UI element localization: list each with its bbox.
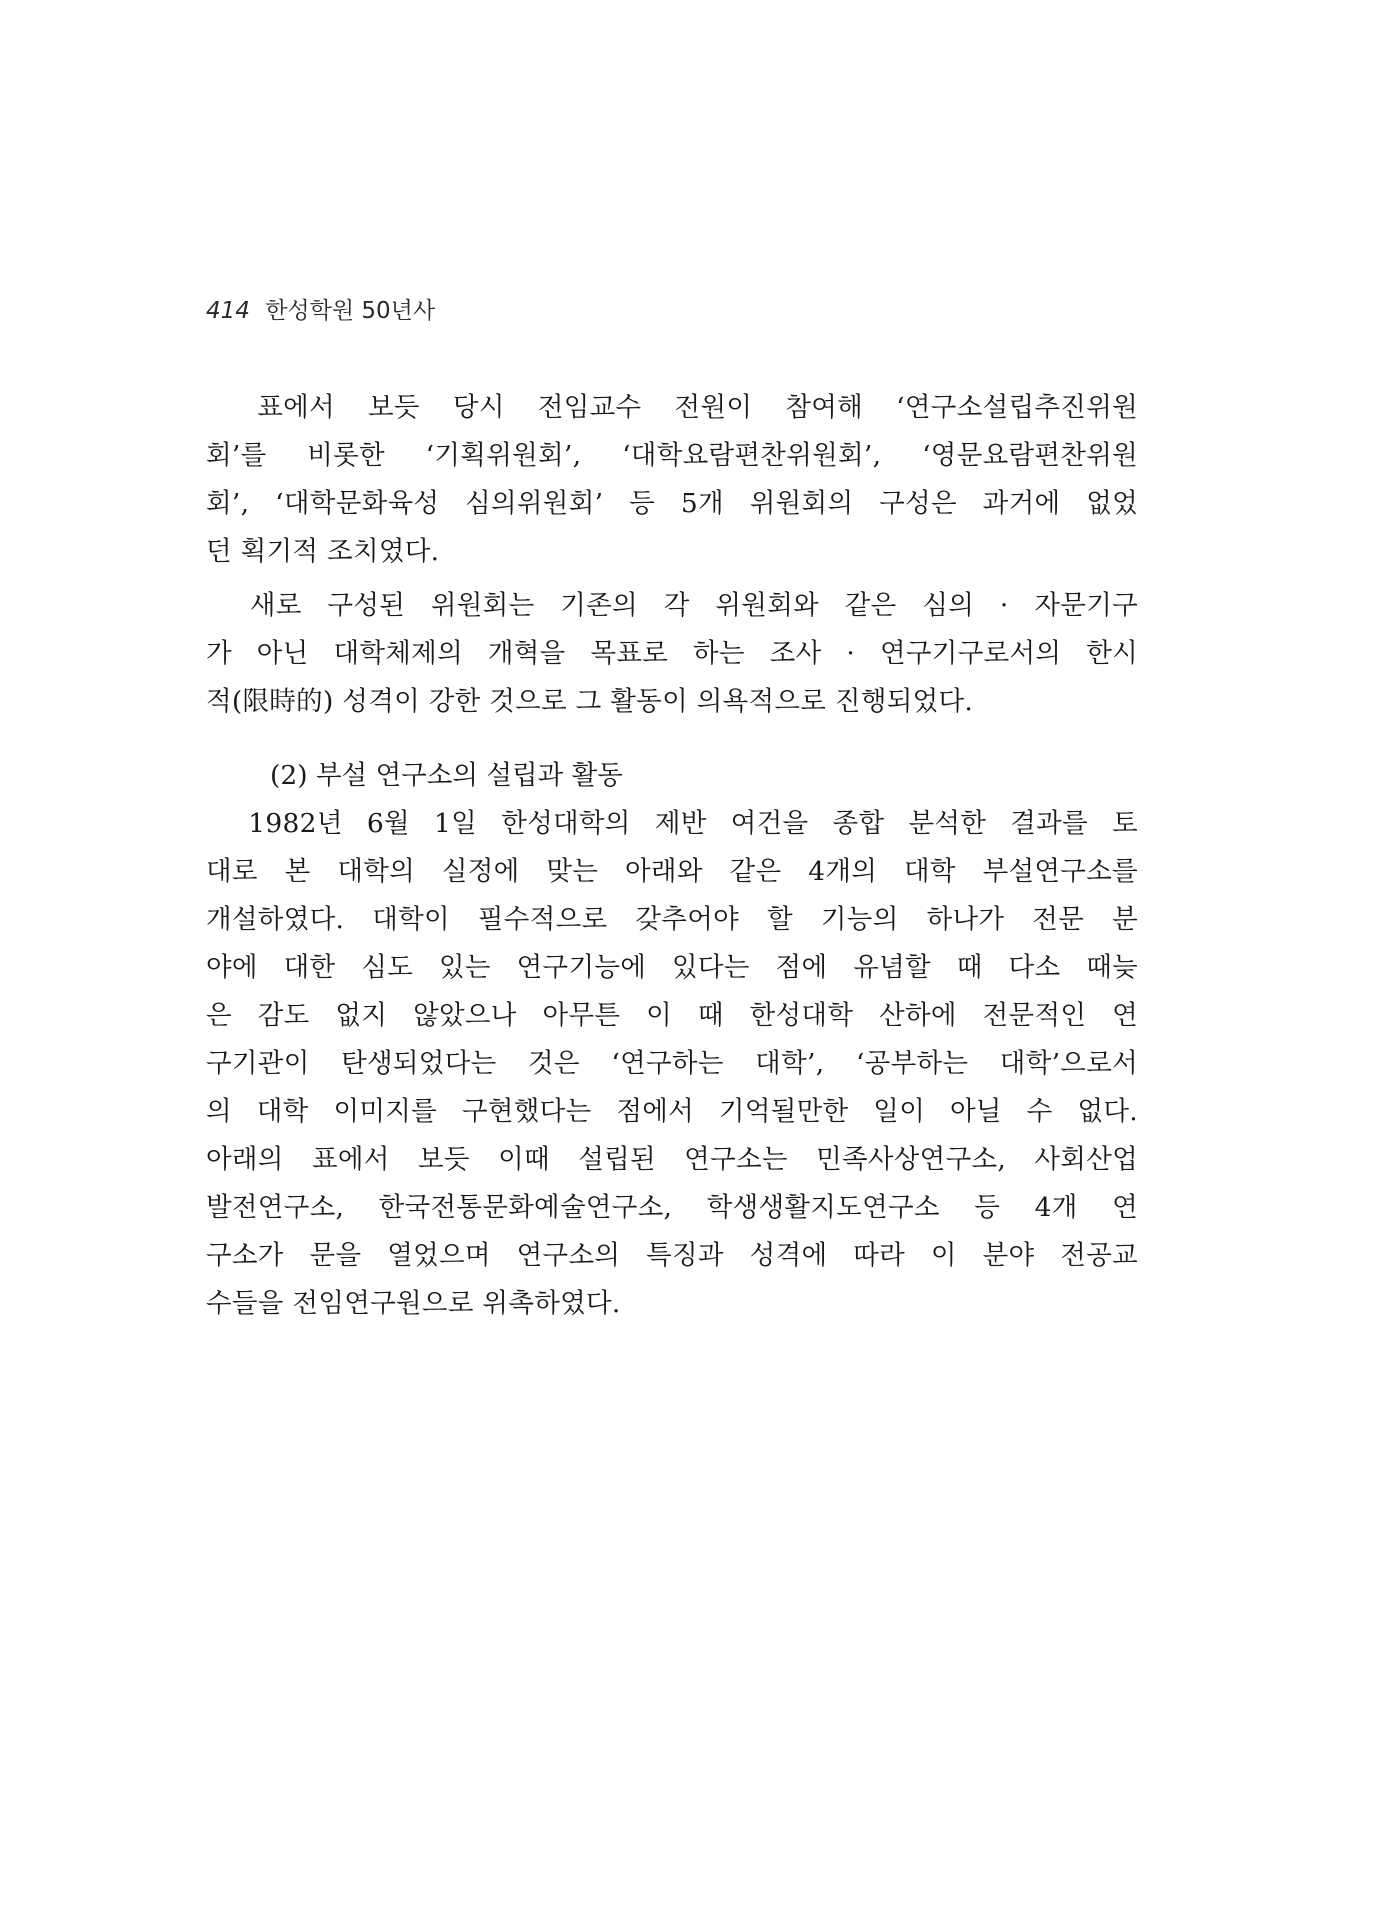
text-line: 회’, ‘대학문화육성 심의위원회’ 등 5개 위원회의 구성은 과거에 없었 [206,488,1138,519]
text-line: 표에서 보듯 당시 전임교수 전원이 참여해 ‘연구소설립추진위원 [206,392,1138,423]
text-line: 적(限時的) 성격이 강한 것으로 그 활동이 의욕적으로 진행되었다. [206,686,974,717]
book-title: 한성학원 50년사 [265,298,436,324]
text-line: 대로 본 대학의 실정에 맞는 아래와 같은 4개의 대학 부설연구소를 [206,856,1138,887]
text-line: 회’를 비롯한 ‘기획위원회’, ‘대학요람편찬위원회’, ‘영문요람편찬위원 [206,440,1138,471]
paragraph-new-committees [206,582,1138,726]
paragraph-institutes [206,800,1138,1328]
running-header [206,292,435,325]
page-number: 414 [206,298,250,324]
text-line: 던 획기적 조치였다. [206,536,440,567]
text-line: 1982년 6월 1일 한성대학의 제반 여건을 종합 분석한 결과를 토 [206,808,1138,839]
paragraph-committees [206,384,1138,576]
text-line: 새로 구성된 위원회는 기존의 각 위원회와 같은 심의 · 자문기구 [206,590,1138,621]
text-line: 개설하였다. 대학이 필수적으로 갖추어야 할 기능의 하나가 전문 분 [206,904,1138,935]
text-line: 은 감도 없지 않았으나 아무튼 이 때 한성대학 산하에 전문적인 연 [206,1000,1138,1031]
text-line: 구기관이 탄생되었다는 것은 ‘연구하는 대학’, ‘공부하는 대학’으로서 [206,1048,1138,1079]
text-line: 야에 대한 심도 있는 연구기능에 있다는 점에 유념할 때 다소 때늦 [206,952,1138,983]
text-line: 발전연구소, 한국전통문화예술연구소, 학생생활지도연구소 등 4개 연 [206,1192,1138,1223]
text-line: 가 아닌 대학체제의 개혁을 목표로 하는 조사 · 연구기구로서의 한시 [206,638,1138,669]
text-line: 아래의 표에서 보듯 이때 설립된 연구소는 민족사상연구소, 사회산업 [206,1144,1138,1175]
text-line: 구소가 문을 열었으며 연구소의 특징과 성격에 따라 이 분야 전공교 [206,1240,1138,1271]
text-line: 수들을 전임연구원으로 위촉하였다. [206,1288,621,1319]
text-line: 의 대학 이미지를 구현했다는 점에서 기억될만한 일이 아닐 수 없다. [206,1096,1138,1127]
section-heading: (2) 부설 연구소의 설립과 활동 [270,760,623,791]
